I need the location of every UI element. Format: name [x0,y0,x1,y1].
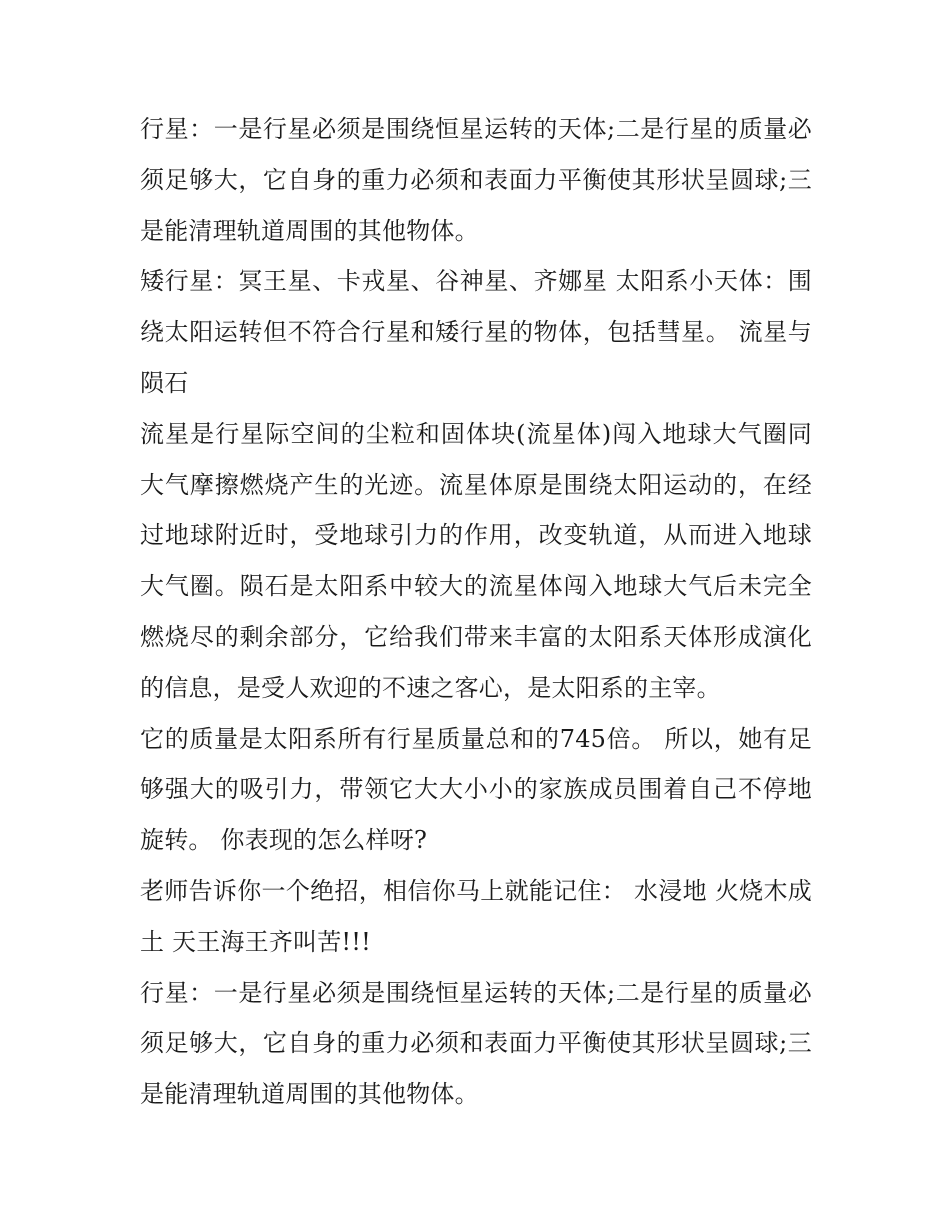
paragraph-mnemonic: 老师告诉你一个绝招，相信你马上就能记住： 水浸地 火烧木成土 天王海王齐叫苦!!! [140,876,812,956]
paragraph-planet-definition: 行星：一是行星必须是围绕恒星运转的天体;二是行星的质量必须足够大，它自身的重力必须和表面力平衡使其形状呈圆球;三是能清理轨道周围的其他物体。 [140,115,812,245]
paragraph-meteors: 流星是行星际空间的尘粒和固体块(流星体)闯入地球大气圈同大气摩擦燃烧产生的光迹。流星体原是围绕太阳运动的，在经过地球附近时，受地球引力的作用，改变轨道，从而进入地球大气圈。陨石是太阳系中较大的流星体闯入地球大气后未完全燃烧尽的剩余部分，它给我们带来丰富的太阳系天体形成演化的信息，是受人欢迎的不速之客心，是太阳系的主宰。 [140,419,812,702]
paragraph-planet-definition-repeat: 行星：一是行星必须是围绕恒星运转的天体;二是行星的质量必须足够大，它自身的重力必须和表面力平衡使其形状呈圆球;三是能清理轨道周围的其他物体。 [140,978,812,1109]
paragraph-dwarf-planets: 矮行星：冥王星、卡戎星、谷神星、齐娜星 太阳系小天体：围绕太阳运转但不符合行星和矮行星的物体，包括彗星。 流星与陨石 [140,267,812,397]
document-body [140,104,812,1120]
paragraph-sun-mass: 它的质量是太阳系所有行星质量总和的745倍。 所以，她有足够强大的吸引力，带领它大大小小的家族成员围着自己不停地旋转。 你表现的怎么样呀? [140,724,812,855]
